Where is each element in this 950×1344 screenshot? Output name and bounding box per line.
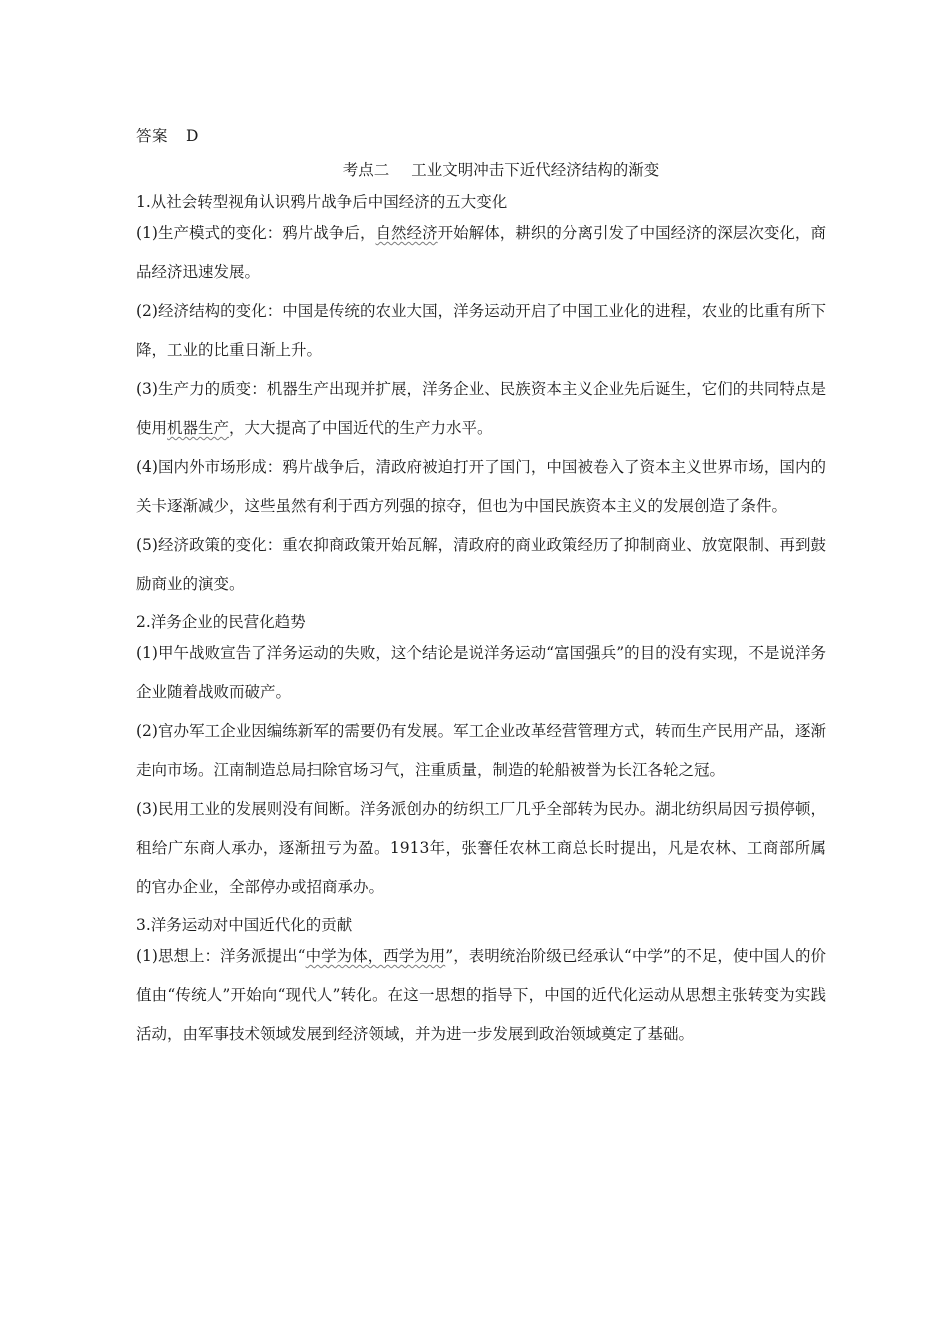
section-title-prefix: 考点二 — [342, 161, 390, 179]
answer-value: D — [186, 127, 199, 145]
paragraph-2-3: (3)民用工业的发展则没有间断。洋务派创办的纺织工厂几乎全部转为民办。湖北纺织局因亏损停顿，租给广东商人承办，逐渐扭亏为盈。1913年，张謇任农林工商总长时提出，凡是农林、工商部所属的官办企业，全部停办或招商承办。 — [136, 800, 826, 896]
underlined-term: 自然经济 — [375, 224, 438, 242]
section-heading-1: 1.从社会转型视角认识鸦片战争后中国经济的五大变化 — [136, 193, 508, 211]
answer-line — [136, 124, 826, 152]
paragraph-2-2: (2)官办军工企业因编练新军的需要仍有发展。军工企业改革经营管理方式，转而生产民用产品，逐渐走向市场。江南制造总局扫除官场习气，注重质量，制造的轮船被誉为长江各轮之冠。 — [136, 722, 826, 779]
paragraph-1-5: (5)经济政策的变化：重农抑商政策开始瓦解，清政府的商业政策经历了抑制商业、放宽限制、再到鼓励商业的演变。 — [136, 536, 826, 593]
paragraph-1-1: (1)生产模式的变化：鸦片战争后，自然经济开始解体，耕织的分离引发了中国经济的深层次变化，商品经济迅速发展。 — [136, 224, 826, 281]
section-title-text: 工业文明冲击下近代经济结构的渐变 — [411, 161, 660, 179]
underlined-term: 中学为体，西学为用 — [305, 947, 446, 965]
document-content — [136, 124, 826, 1060]
section-title — [176, 152, 826, 186]
underlined-term: 机器生产 — [167, 419, 230, 437]
paragraph-1-3: (3)生产力的质变：机器生产出现并扩展，洋务企业、民族资本主义企业先后诞生，它们的共同特点是使用机器生产，大大提高了中国近代的生产力水平。 — [136, 380, 826, 437]
paragraph-3-1: (1)思想上：洋务派提出“中学为体，西学为用”，表明统治阶级已经承认“中学”的不足，使中国人的价值由“传统人”开始向“现代人”转化。在这一思想的指导下，中国的近代化运动从思想主张转变为实践活动，由军事技术领域发展到经济领域，并为进一步发展到政治领域奠定了基础。 — [136, 947, 826, 1043]
paragraph-1-2: (2)经济结构的变化：中国是传统的农业大国，洋务运动开启了中国工业化的进程，农业的比重有所下降，工业的比重日渐上升。 — [136, 302, 826, 359]
answer-label: 答案 — [136, 127, 169, 145]
paragraph-1-4: (4)国内外市场形成：鸦片战争后，清政府被迫打开了国门，中国被卷入了资本主义世界市场，国内的关卡逐渐减少，这些虽然有利于西方列强的掠夺，但也为中国民族资本主义的发展创造了条件。 — [136, 458, 826, 515]
section-heading-2: 2.洋务企业的民营化趋势 — [136, 613, 306, 631]
paragraph-2-1: (1)甲午战败宣告了洋务运动的失败，这个结论是说洋务运动“富国强兵”的目的没有实现，不是说洋务企业随着战败而破产。 — [136, 644, 826, 701]
section-heading-3: 3.洋务运动对中国近代化的贡献 — [136, 916, 353, 934]
